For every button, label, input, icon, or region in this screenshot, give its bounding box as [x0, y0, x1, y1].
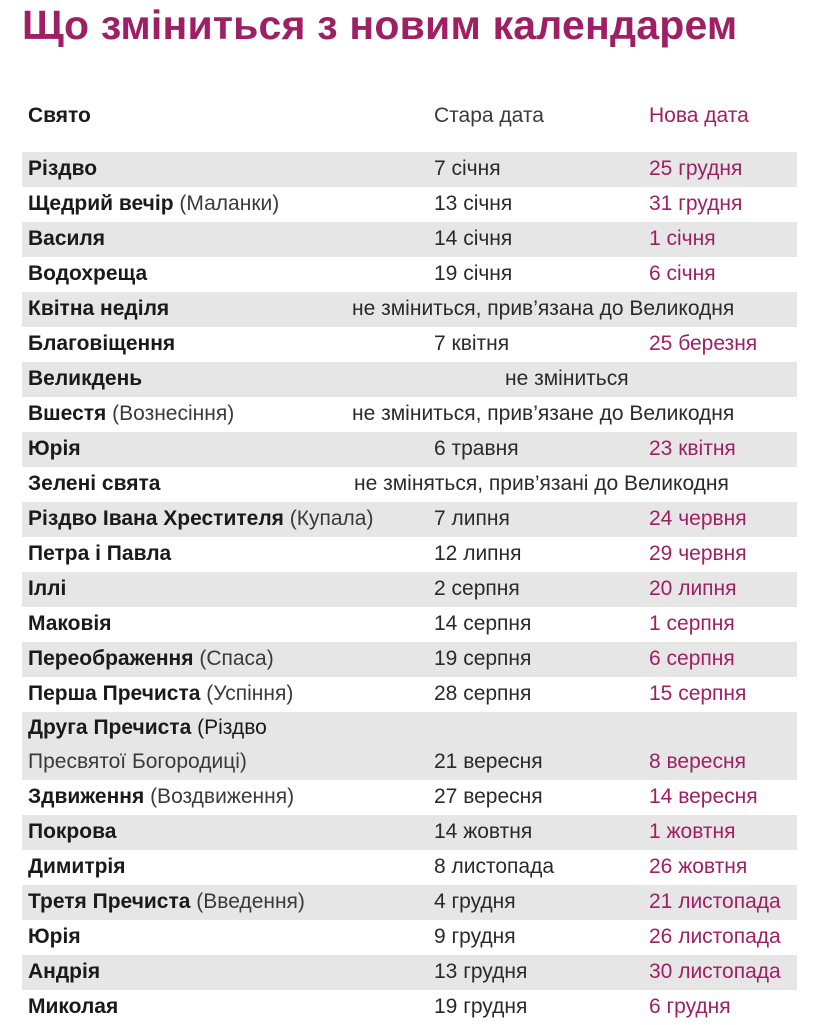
- old-date: 9 грудня: [434, 925, 516, 948]
- table-row: [22, 885, 797, 920]
- holiday-name-bold: Покрова: [28, 820, 117, 843]
- holiday-name: [28, 960, 100, 984]
- new-date: 26 листопада: [649, 925, 781, 948]
- old-date: 12 липня: [434, 542, 522, 565]
- table-row: [22, 362, 797, 397]
- old-date: 7 липня: [434, 507, 510, 530]
- holiday-name-alt: (Маланки): [179, 192, 280, 215]
- header-new-date: Нова дата: [649, 104, 749, 127]
- holiday-name: [28, 507, 373, 531]
- holiday-name-bold: Юрія: [28, 925, 81, 948]
- holiday-name-bold: Щедрий вечір: [28, 192, 174, 215]
- unchanged-note: не зміниться: [505, 367, 629, 390]
- old-date: 7 січня: [434, 157, 501, 180]
- new-date: 1 жовтня: [649, 820, 736, 843]
- holiday-name: [28, 402, 234, 426]
- holiday-name-alt: (Вознесіння): [112, 402, 235, 425]
- holiday-name-alt-line2: Пресвятої Богородиці): [28, 750, 247, 773]
- new-date: 21 листопада: [649, 890, 781, 913]
- holiday-name: [28, 577, 66, 601]
- old-date: 14 серпня: [434, 612, 532, 635]
- old-date: 6 травня: [434, 437, 519, 460]
- table-row: [22, 152, 797, 187]
- holiday-name: [28, 682, 293, 706]
- holiday-name-bold: Здвиження: [28, 785, 145, 808]
- header-holiday: Свято: [28, 104, 91, 127]
- unchanged-note: не зміняться, прив’язані до Великодня: [354, 472, 729, 495]
- new-date: 26 жовтня: [649, 855, 748, 878]
- holiday-name-alt: (Купала): [289, 507, 374, 530]
- old-date: 14 січня: [434, 227, 513, 250]
- holiday-name-bold: Квітна неділя: [28, 297, 170, 320]
- holiday-name-bold: Юрія: [28, 437, 81, 460]
- holiday-name: [28, 995, 118, 1019]
- holiday-name-bold: Маковія: [28, 612, 112, 635]
- holiday-name: [28, 157, 97, 181]
- new-date: 24 червня: [649, 507, 747, 530]
- holiday-name: [28, 612, 112, 636]
- holiday-name: [28, 855, 126, 879]
- new-date: 31 грудня: [649, 192, 743, 215]
- holiday-name: [28, 297, 169, 321]
- holiday-name-bold: Різдво Івана Хрестителя: [28, 507, 284, 530]
- holiday-name: [28, 890, 305, 914]
- old-date: 19 грудня: [434, 995, 528, 1018]
- table-row: [22, 850, 797, 885]
- holiday-name: [28, 785, 294, 809]
- holiday-name: [28, 227, 105, 251]
- new-date: 30 листопада: [649, 960, 781, 983]
- old-date: 8 листопада: [434, 855, 555, 878]
- old-date: 4 грудня: [434, 890, 516, 913]
- table-row: [22, 397, 797, 432]
- holiday-name-alt: (Спаса): [199, 647, 274, 670]
- new-date: 1 січня: [649, 227, 716, 250]
- old-date: 28 серпня: [434, 682, 532, 705]
- old-date: 7 квітня: [434, 332, 510, 355]
- holiday-name-bold: Андрія: [28, 960, 101, 983]
- old-date: 13 грудня: [434, 960, 528, 983]
- table-row: [22, 257, 797, 292]
- new-date: 8 вересня: [649, 750, 746, 773]
- holiday-name-bold: Вшестя: [28, 402, 107, 425]
- table-row: [22, 990, 797, 1025]
- table-row: [22, 955, 797, 990]
- new-date: 6 серпня: [649, 647, 735, 670]
- table-row: [22, 292, 797, 327]
- table-row: [22, 432, 797, 467]
- holiday-name-alt: (Успіння): [206, 682, 294, 705]
- table-header: [22, 104, 797, 132]
- table-row: [22, 222, 797, 257]
- holiday-name-bold: Третя Пречиста: [28, 890, 191, 913]
- table-row: [22, 815, 797, 850]
- unchanged-note: не зміниться, прив’язана до Великодня: [352, 297, 735, 320]
- table-row: [22, 677, 797, 712]
- table-row: [22, 187, 797, 222]
- old-date: 21 вересня: [434, 750, 543, 773]
- holiday-name: [28, 647, 274, 671]
- holiday-name: [28, 437, 81, 461]
- holiday-name: [28, 332, 175, 356]
- old-date: 2 серпня: [434, 577, 520, 600]
- new-date: 25 березня: [649, 332, 758, 355]
- holiday-name-bold: Водохреща: [28, 262, 148, 285]
- unchanged-note: не зміниться, прив’язане до Великодня: [352, 402, 735, 425]
- holiday-name-bold: Василя: [28, 227, 106, 250]
- holiday-name-bold: Різдво: [28, 157, 98, 180]
- holiday-name-bold: Благовіщення: [28, 332, 176, 355]
- holiday-table: [22, 152, 797, 1025]
- holiday-name-alt: (Введення): [196, 890, 305, 913]
- old-date: 19 січня: [434, 262, 513, 285]
- old-date: 19 серпня: [434, 647, 532, 670]
- new-date: 15 серпня: [649, 682, 747, 705]
- holiday-name: [28, 262, 147, 286]
- holiday-name: [28, 820, 116, 844]
- old-date: 13 січня: [434, 192, 513, 215]
- new-date: 23 квітня: [649, 437, 736, 460]
- table-row: [22, 780, 797, 815]
- holiday-name-bold: Друга Пречиста: [28, 716, 192, 739]
- holiday-name: [28, 925, 81, 949]
- table-row: [22, 712, 797, 780]
- holiday-name-bold: Перша Пречиста: [28, 682, 201, 705]
- table-row: [22, 502, 797, 537]
- holiday-name: [28, 367, 142, 391]
- table-row: [22, 642, 797, 677]
- table-row: [22, 467, 797, 502]
- holiday-name-bold: Переображення: [28, 647, 194, 670]
- holiday-name-bold: Зелені свята: [28, 472, 161, 495]
- new-date: 1 серпня: [649, 612, 735, 635]
- holiday-name: [28, 192, 279, 216]
- page-title: Що зміниться з новим календарем: [22, 2, 738, 48]
- holiday-name-alt: (Різдво: [197, 716, 267, 739]
- new-date: 14 вересня: [649, 785, 758, 808]
- holiday-name: [28, 716, 267, 740]
- new-date: 29 червня: [649, 542, 747, 565]
- header-old-date: Стара дата: [434, 104, 544, 127]
- holiday-name-bold: Миколая: [28, 995, 119, 1018]
- holiday-name-bold: Петра і Павла: [28, 542, 172, 565]
- table-row: [22, 607, 797, 642]
- holiday-name-bold: Іллі: [28, 577, 67, 600]
- holiday-name: [28, 542, 171, 566]
- new-date: 6 грудня: [649, 995, 731, 1018]
- old-date: 14 жовтня: [434, 820, 533, 843]
- new-date: 20 липня: [649, 577, 737, 600]
- holiday-name-bold: Великдень: [28, 367, 143, 390]
- table-row: [22, 572, 797, 607]
- holiday-name-bold: Димитрія: [28, 855, 126, 878]
- old-date: 27 вересня: [434, 785, 543, 808]
- holiday-name: [28, 472, 160, 496]
- table-row: [22, 537, 797, 572]
- new-date: 6 січня: [649, 262, 716, 285]
- holiday-name-alt: (Воздвиження): [150, 785, 295, 808]
- table-row: [22, 327, 797, 362]
- table-row: [22, 920, 797, 955]
- new-date: 25 грудня: [649, 157, 743, 180]
